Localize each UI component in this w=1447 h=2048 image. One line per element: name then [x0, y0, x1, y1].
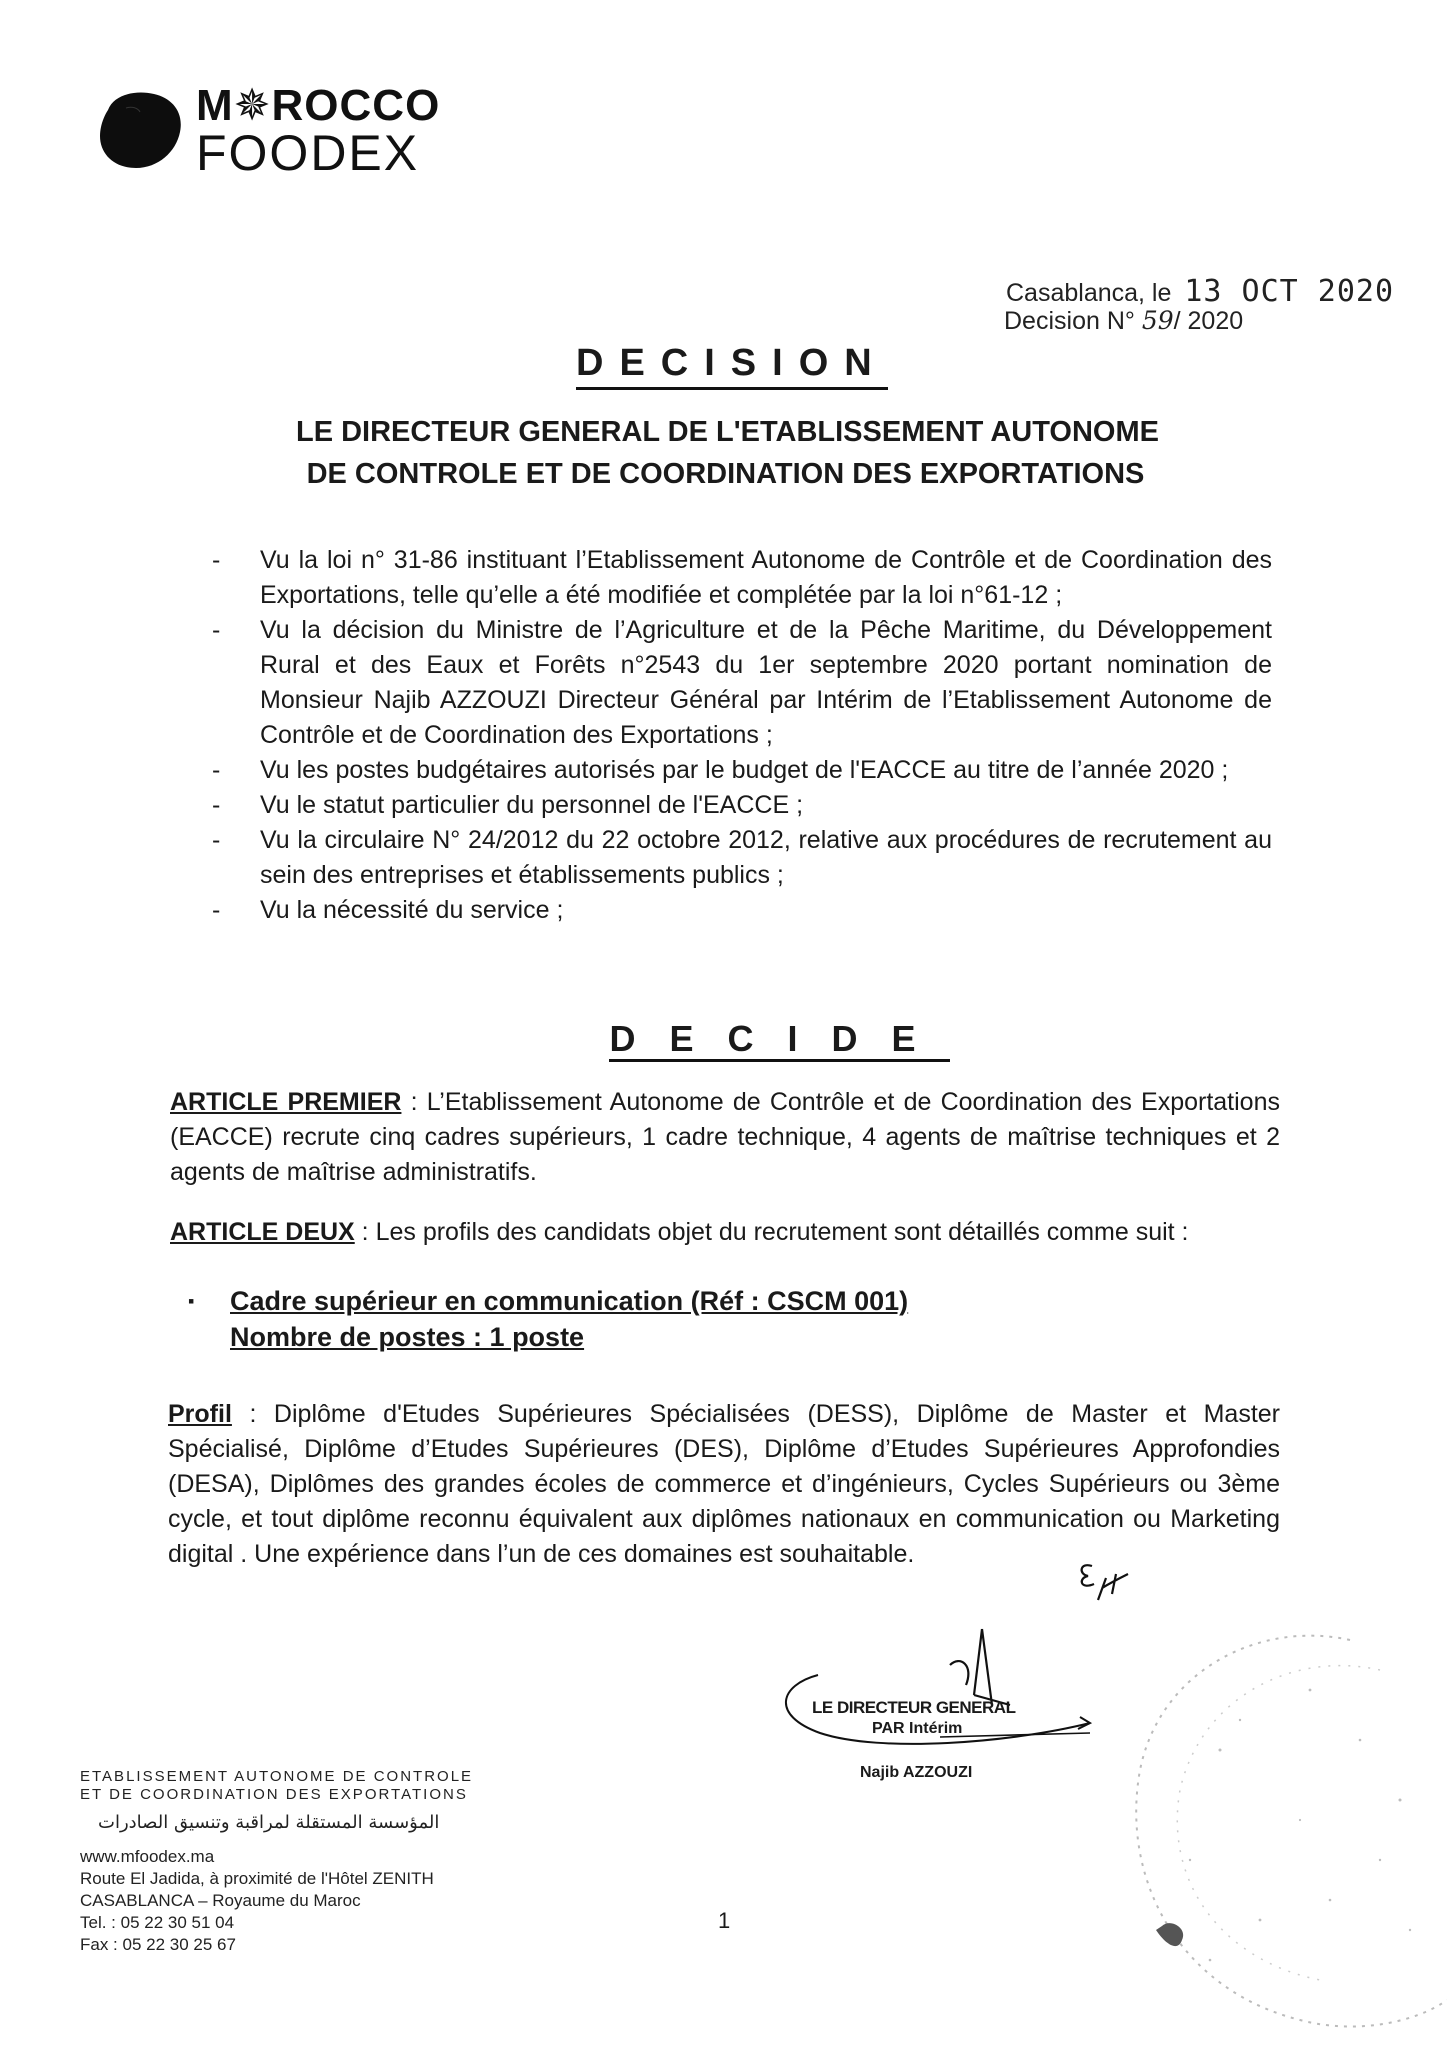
logo-wordmark-foodex: FOODEX: [196, 125, 420, 181]
article-premier-heading: ARTICLE PREMIER: [170, 1088, 402, 1116]
handwritten-initials: [1072, 1548, 1144, 1606]
consideration-text: Vu la loi n° 31-86 instituant l’Etablissement Autonome de Contrôle et de Coordination des Exportations, telle qu’elle a été modifiée et complétée par la loi n°61-12 ;: [260, 546, 1272, 609]
logo-wordmark-morocco: M✵ROCCO: [196, 81, 441, 130]
consideration-item: [212, 543, 1272, 613]
footer-fax: Fax : 05 22 30 25 67: [80, 1935, 236, 1954]
date-stamp: 13 OCT 2020: [1184, 274, 1395, 309]
consideration-item: [212, 788, 1272, 823]
faded-seal-stamp: [1100, 1600, 1447, 2048]
footer-org-arabic: المؤسسة المستقلة لمراقبة وتنسيق الصادرات: [98, 1812, 440, 1833]
footer-organization: [80, 1768, 473, 1804]
considerations-list: [212, 543, 1272, 928]
list-dash: -: [212, 756, 221, 784]
decision-handwritten-number: 59: [1141, 306, 1174, 335]
page-number: 1: [718, 1908, 731, 1933]
title-decide: [0, 1018, 1447, 1060]
consideration-text: Vu la décision du Ministre de l’Agriculture et de la Pêche Maritime, du Développement Rural et des Eaux et Forêts n°2543 du 1er septembre 2020 portant nomination de Monsieur Najib AZZOUZI Directeur Général par Intérim de l’Etablissement Autonome de Contrôle et de Coordination des Exportations ;: [260, 616, 1272, 749]
footer-org-line-2: ET DE COORDINATION DES EXPORTATIONS: [80, 1786, 468, 1803]
article-premier-body: : L’Etablissement Autonome de Contrôle et de Coordination des Exportations (EACCE) recrute cinq cadres supérieurs, 1 cadre technique, 4 agents de maîtrise techniques et 2 agents de maîtrise administratifs.: [170, 1088, 1280, 1186]
title-decision: DECISION: [576, 342, 888, 390]
article-deux-body: : Les profils des candidats objet du recrutement sont détaillés comme suit :: [354, 1218, 1189, 1246]
article-premier: [170, 1085, 1280, 1190]
decision-suffix: / 2020: [1173, 307, 1244, 335]
profil-paragraph: [168, 1397, 1280, 1572]
consideration-item: [212, 893, 1272, 928]
article-deux-heading: ARTICLE DEUX: [170, 1218, 355, 1246]
consideration-item: [212, 823, 1272, 893]
list-dash: -: [212, 616, 221, 644]
footer-address-line-2: CASABLANCA – Royaume du Maroc: [80, 1891, 361, 1910]
consideration-item: [212, 753, 1272, 788]
consideration-text: Vu la nécessité du service ;: [260, 896, 564, 924]
signature-title: LE DIRECTEUR GENERAL: [812, 1698, 1016, 1717]
profil-body: : Diplôme d'Etudes Supérieures Spécialisées (DESS), Diplôme de Master et Master Spécialisé, Diplôme d’Etudes Supérieures (DES), Diplôme d’Etudes Supérieures Approfondies (DESA), Diplômes des grandes écoles de commerce et d’ingénieurs, Cycles Supérieurs ou 3ème cycle, et tout diplôme reconnu équivalent aux diplômes nationaux en communication ou Marketing digital . Une expérience dans l’un de ces domaines est souhaitable.: [168, 1400, 1280, 1568]
consideration-text: Vu la circulaire N° 24/2012 du 22 octobre 2012, relative aux procédures de recrutement au sein des entreprises et établissements publics ;: [260, 826, 1272, 889]
position-count: Nombre de postes : 1 poste: [230, 1322, 585, 1352]
place-date: [1006, 274, 1394, 309]
position-title: Cadre supérieur en communication (Réf : CSCM 001): [230, 1286, 909, 1316]
signature-name: Najib AZZOUZI: [860, 1764, 973, 1781]
profil-heading: Profil: [168, 1400, 232, 1428]
square-bullet-icon: ▪: [188, 1291, 195, 1311]
signature-interim: PAR Intérim: [872, 1720, 963, 1737]
morocco-foodex-logo-mark: [96, 88, 184, 170]
list-dash: -: [212, 791, 221, 819]
subtitle-line-1: LE DIRECTEUR GENERAL DE L'ETABLISSEMENT AUTONOME: [296, 416, 1159, 448]
decision-number: [1004, 306, 1243, 336]
footer-address-line-1: Route El Jadida, à proximité de l'Hôtel ZENITH: [80, 1869, 434, 1888]
consideration-item: [212, 613, 1272, 753]
article-deux: [170, 1215, 1280, 1250]
decision-prefix: Decision N°: [1004, 307, 1135, 335]
list-dash: -: [212, 896, 221, 924]
footer-org-line-1: ETABLISSEMENT AUTONOME DE CONTROLE: [80, 1768, 474, 1785]
consideration-text: Vu les postes budgétaires autorisés par le budget de l'EACCE au titre de l’année 2020 ;: [260, 756, 1229, 784]
footer-contact: [80, 1846, 434, 1956]
footer-website-link[interactable]: www.mfoodex.ma: [80, 1847, 215, 1866]
subtitle-line-2: DE CONTROLE ET DE COORDINATION DES EXPORTATIONS: [306, 458, 1145, 490]
place-prefix: Casablanca, le: [1006, 279, 1172, 307]
footer-tel: Tel. : 05 22 30 51 04: [80, 1913, 235, 1932]
list-dash: -: [212, 826, 221, 854]
list-dash: -: [212, 546, 221, 574]
title-decide-text: DECIDE: [609, 1018, 949, 1062]
consideration-text: Vu le statut particulier du personnel de l'EACCE ;: [260, 791, 804, 819]
